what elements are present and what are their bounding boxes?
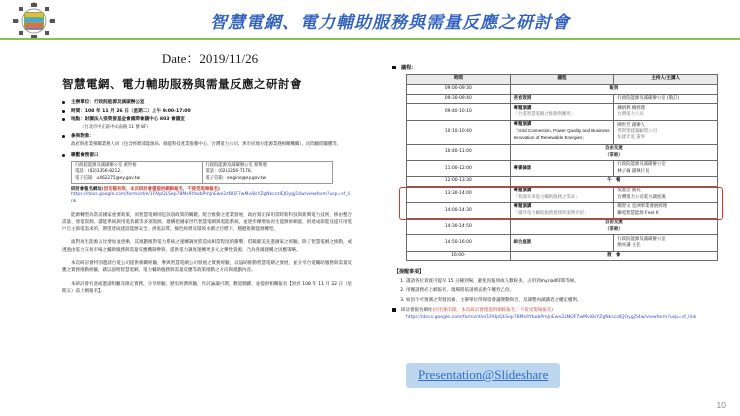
row-8-topic [510,203,614,219]
row-3-speaker-org: 愛斯堡建築顧問公司 [617,129,657,135]
table-row [407,235,718,251]
row-9-center-main: 自由交流 [605,220,623,226]
registration-url-right[interactable]: https://docs.google.com/forms/d/e/1FAIpQLSep78Ms9YbobPmJnEwe2zNOF7wMvi8sYZgNkcczIEJOygj54w/viewform?usp=sf_link [406,315,697,321]
event-info-list [62,99,352,123]
slide-header [0,0,740,40]
registration-url-left[interactable]: https://docs.google.com/forms/d/e/1FAIpQLSep78Ms9YbobPmJnEwe2zNOF7wMvi8sYZgNkcczIEJOygj54w/viewform?usp=sf_link [71,192,350,204]
row-6-time: 12:00-13:30 [407,177,511,187]
info-venue: 地點：財團法人張榮發基金會國際會議中心 803 會議室 [62,116,352,123]
page-number: 10 [716,400,726,410]
participants-list [62,133,352,140]
row-4-center [510,145,717,161]
table-row [407,203,718,219]
slideshare-link-button[interactable]: Presentation@Slideshare [406,363,560,388]
row-3-speaker-org2: 佑建光電 董事 [617,135,646,141]
registration-note-right: (因名額有限，本次研討會僅提供網路報名，不接受現場報名) [432,307,554,313]
row-3-topic [510,120,614,145]
list-item: 2. 用餐請務必上網報名，現場將依請填妥供午餐券乙份。 [406,287,728,294]
registration-label-right: 研討會報名網址 [401,307,433,313]
row-9-center-sub: （茶敘） [605,226,623,232]
body-paragraph-1: 能源轉型為當前國家重要政策，而智慧電網則是該項政策的關鍵。配合推動之產業發展，政府刻正採用當時新科技與新興電力技術，移由整合需量、發電資源、儲能系統與用電負載等多項資源，建構把國家世代智慧電網與電能系統，並逐步擴增加再生能源併網量，供達成節能及提升用電戶自主節電需求的，期望達成建設能源安全、供電品質、綠色經濟及環境永續之目標下，穩健推動能源轉型。 [62,212,352,233]
row-3-topic-title: 專題演講 [513,121,532,127]
row-9-center [510,219,717,235]
date-label: Date：2019/11/26 [161,51,259,66]
notes-title: 【提醒事項】 [394,269,425,276]
table-row [407,219,718,235]
agenda-table [406,74,718,261]
row-1-topic: 長官致詞 [510,94,614,104]
row-8-speaker-org: 聯電智慧能源 Fnel X [617,210,659,216]
event-title: 智慧電網、電力輔助服務與需量反應之研討會 [62,77,302,91]
col-topic: 議程 [510,75,614,85]
row-5-topic: 專書論談 [510,161,614,177]
registration-block [392,307,728,313]
table-row [407,251,718,261]
header-divider [0,38,740,40]
contact-1-org [202,161,333,183]
row-7-speaker-org: 台灣電力公司電力調度處 [617,194,666,200]
row-5-speaker-name: 林子倫 副執行長 [617,168,650,174]
row-7-speaker-name: 吳進忠 處長 [617,188,641,194]
agenda-label: 議程： [392,64,728,71]
row-2-speaker-name: 鍾炳利 總經理 [617,105,646,111]
participants-text: 政府與產業相關業務人員（包含經濟部能源局、綠能科技產業推動中心、台灣電力公司、與市府地方能源業務相關機關）、民間顧問團體等。 [71,141,342,147]
row-10-time: 14:50-16:00 [407,235,511,251]
body-paragraph-2: 面對再生能源占比增加並逐漸，其規劃後對電力系統之運轉調度將造成相當程度的衝擊，借鏡歐美先進國家之經驗，除了智慧電網之推動，或透過由電力交易市場之輔助服務與需量反應機制參與，提供電力調度運轉更多元之彈性資源，乃為各國建構之因應策略。 [62,240,352,253]
left-column [62,76,352,406]
row-8-time: 14:00-14:30 [407,203,511,219]
info-organizer: 主辦單位：行政院能源及減碳辦公室 [62,99,352,106]
row-3-speaker [614,120,718,145]
registration-note: (因名額有限，本次研討會僅提供網路報名，不接受現場報名) [101,187,220,193]
row-7-topic-sub: 「我國未來電力輔助服務之需求」 [513,194,580,200]
row-3-time: 10:10-10:40 [407,120,511,145]
row-8-topic-sub: 「國外電力輔助服務實務與案例介紹」 [513,210,589,216]
row-2-speaker-org: 台灣電力公司 [617,111,644,117]
table-row [407,145,718,161]
info-time: 時間：108 年 11 月 26 日（星期二）上午 9:00-17:00 [62,108,352,115]
row-11-center: 散 會 [510,251,717,261]
contact-1-tel: 電話：(02)3356-7176； [205,169,255,175]
row-7-topic-title: 專題演講 [513,188,532,194]
body-paragraph-4: 本研討會有意或邀請附屬及限定實務，分享經驗、歷史經濟經驗，作討論議可期，歡迎踴躍，並提供相關報名【原於 108 年 11 月 22 日（星期五）前上網報名】。 [62,281,352,294]
contact-1-org-text: 行政院能源及減碳辦公室 蔡雋聖 [205,162,268,168]
table-row [407,94,718,104]
row-7-topic [510,187,614,203]
list-item: 1. 謹請各位貴賓可提早 15 分鐘到場，避免因報到或人數較多，占用到myriad時間等候。 [406,278,728,285]
row-3-speaker-name: 陳世芳 創辦人 [617,122,646,128]
row-8-speaker-name: 鄭智文 亞洲事業發展經理 [617,204,668,210]
row-4-center-sub: （茶敘） [605,152,623,158]
contact-0-mail[interactable]: 電子信箱：u462275@ey.gov.tw [75,175,140,181]
contact-1-mail[interactable]: 電子信箱：engine@ey.gov.tw [205,175,267,181]
contact-table [71,161,333,184]
body-paragraph-3: 本次研討會特別邀請台電公司提供相關經驗，參與智慧電網公司發展之實務經驗，以協助推動智慧電網之發展，並分享台電輔助服務與需量反應之實務推動經驗，藉以說明智慧電網、電力輔助服務與需量反應等政策推動之方向與規劃內容。 [62,261,352,274]
row-2-topic-title: 專題演講 [513,105,532,111]
registration-label-text: 研討會報名網址 [71,187,102,193]
row-10-topic: 綜合座談 [510,235,614,251]
row-2-time: 09:40-10:10 [407,104,511,120]
table-row [407,187,718,203]
row-7-speaker [614,187,718,203]
venue-address: （台北市中正區中山南路 11 號 8F） [80,124,151,130]
row-6-center: 午 餐 [510,177,717,187]
row-2-speaker [614,104,718,120]
row-7-time: 13:30-14:00 [407,187,511,203]
table-row [407,177,718,187]
col-speaker: 主持人/主講人 [614,75,718,85]
row-1-time: 09:30-09:40 [407,94,511,104]
row-2-topic [510,104,614,120]
row-10-speaker-org: 行政院能源及減碳辦公室 [617,236,666,242]
right-column [392,64,728,321]
table-row [407,104,718,120]
page-title: 智慧電網、電力輔助服務與需量反應之研討會 [210,13,570,33]
notes-list [392,278,728,304]
row-5-speaker [614,161,718,177]
row-2-topic-sub: 「台電智慧電網之推動與應用」 [513,111,576,117]
agenda-header-row [407,75,718,85]
row-5-speaker-org: 行政院能源及減碳辦公室 [617,162,666,168]
table-row [407,84,718,94]
table-row [407,120,718,145]
table-row [407,161,718,177]
contact-0-org [72,161,203,183]
col-time: 時間 [407,75,511,85]
row-5-time: 11:00-12:00 [407,161,511,177]
contact-0-tel: 電話：(02)3356-8212； [75,169,125,175]
row-4-time: 10:40-11:00 [407,145,511,161]
row-8-topic-title: 專題演講 [513,204,532,210]
row-1-speaker: 行政院能源及減碳辦公室 (敬訂) [614,94,718,104]
row-8-speaker [614,203,718,219]
row-9-time: 14:30-14:50 [407,219,511,235]
row-11-time: 16:00- [407,251,511,261]
row-0-center: 報到 [510,84,717,94]
row-4-center-main: 自由交流 [605,146,623,152]
row-10-speaker [614,235,718,251]
row-3-topic-en: 「Grid Connection, Power Quality and Business Innovation of Renewable Energies」 [513,128,610,141]
contact-label-list [62,152,352,159]
contact-0-org-text: 行政院能源及減碳辦公室 黃世裕 [75,162,137,168]
table-row [72,161,333,183]
row-10-speaker-name: 顏亦謙 主任 [617,242,641,248]
contact-label: 聯繫會務窗口 [62,152,352,159]
row-0-time: 09:00-09:30 [407,84,511,94]
list-item: 3. 如因不可預測之突發因素，主辦單位得保留會議變動與否，及調整內湖講者之權定權利。 [406,297,728,304]
participants-label: 參與對象： [62,133,352,140]
